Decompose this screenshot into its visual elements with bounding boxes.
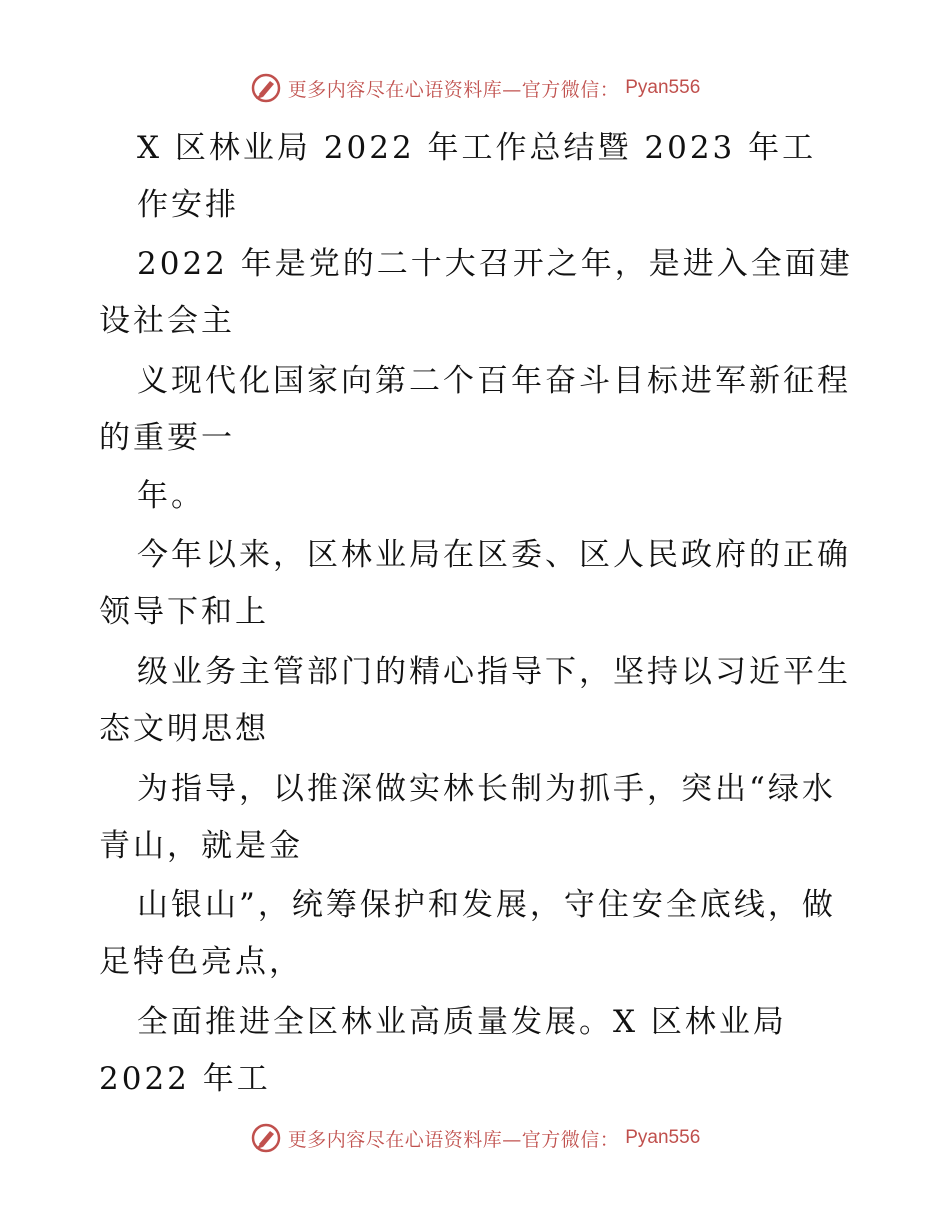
paragraph-line: 足特色亮点，: [99, 944, 303, 980]
banner-text: 更多内容尽在心语资料库—官方微信：: [287, 78, 620, 101]
paragraph-line: 年。: [137, 478, 205, 514]
paragraph-line: 全面推进全区林业高质量发展。X 区林业局: [137, 1004, 787, 1040]
banner-text: 更多内容尽在心语资料库—官方微信：: [287, 1128, 620, 1151]
paragraph-line: 为指导，以推深做实林长制为抓手，突出“绿水: [137, 771, 836, 807]
paragraph-line: 青山，就是金: [99, 828, 303, 864]
paragraph-line: 级业务主管部门的精心指导下，坚持以习近平生: [137, 654, 851, 690]
pen-circle-logo-icon: [250, 1122, 282, 1154]
document-title-line-2: 作安排: [137, 187, 239, 223]
banner-wechat-id: Pyan556: [625, 77, 701, 98]
paragraph-line: 山银山”，统筹保护和发展，守住安全底线，做: [137, 887, 836, 923]
paragraph-line: 的重要一: [99, 420, 235, 456]
paragraph-line: 2022 年是党的二十大召开之年，是进入全面建: [137, 246, 853, 282]
pen-circle-logo-icon: [250, 72, 282, 104]
paragraph-line: 领导下和上: [99, 594, 269, 630]
paragraph-line: 态文明思想: [99, 711, 269, 747]
header-banner: [0, 72, 950, 104]
paragraph-line: 今年以来，区林业局在区委、区人民政府的正确: [137, 537, 851, 573]
document-title-line-1: X 区林业局 2022 年工作总结暨 2023 年工: [137, 130, 817, 166]
banner-wechat-id: Pyan556: [625, 1127, 701, 1148]
paragraph-line: 2022 年工: [99, 1061, 271, 1097]
paragraph-line: 义现代化国家向第二个百年奋斗目标进军新征程: [137, 363, 851, 399]
paragraph-line: 设社会主: [99, 303, 235, 339]
footer-banner: [0, 1122, 950, 1154]
